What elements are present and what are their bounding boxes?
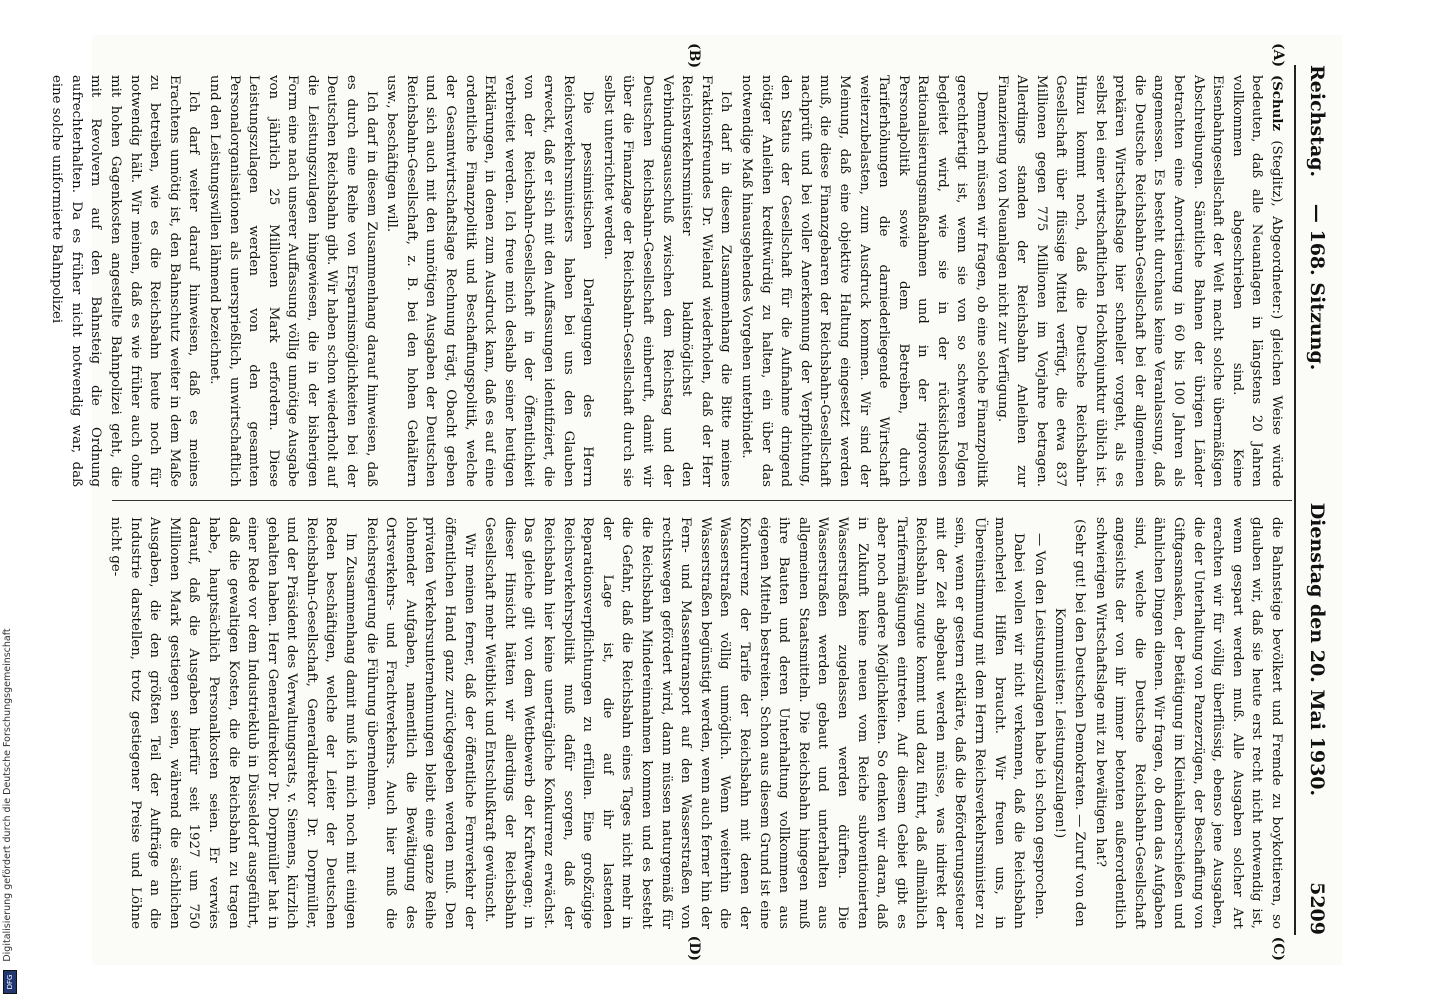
scanned-page (49, 35, 1342, 965)
page-header (1298, 65, 1328, 935)
digitization-credit (2, 600, 16, 990)
margin-marker-b: (B) (686, 43, 702, 69)
right-column (107, 517, 1286, 929)
paragraph (992, 75, 1286, 487)
paragraph: Demnach müssen wir fragen, ob eine solche Finanzpolitik gerechtfertigt ist, wenn sie von so schweren Folgen begleitet wird, wie sie in der rücksichtslosen Rationalisierungsmaßnahmen und in der rigorosen Personalpolitik sowie dem Betreiben, durch Tariferhöhungen die darniederliegende Wirtschaft weiterzubelasten, zum Ausdruck kommen. Wir sind der Meinung, daß eine objektive Haltung eingesetzt werden muß, die diese Finanzgebaren der Reichsbahn-Gesellschaft nachprüft und bei voller Anerkennung der Verpflichtung, den Status der Gesellschaft für die Aufnahme dringend nötiger Anleihen kreditwürdig zu halten, ein über das notwendige Maß hinausgehendes Vorgehen unterbindet. (738, 75, 990, 487)
paragraph: Ich darf weiter darauf hinweisen, daß es meines Erachtens unnötig ist, den Bahnschutz weiter in dem Maße zu betreiben, wie es die Reichsbahn heute noch für notwendig hält. Wir meinen, daß es wie früher auch ohne mit hohen Gagenkosten angestellte Bahnpolizei geht, die mit Revolvern auf den Bahnsteig die Ordnung aufrechterhalten. Da es früher nicht notwendig war, daß eine solche uniformierte Bahnpolizei (49, 75, 202, 487)
header-date: Dienstag den 20. Mai 1930. (1306, 502, 1328, 797)
paragraph: Dabei wollen wir nicht verkennen, daß die Reichsbahn mancherlei Hilfen braucht. Wir freuen uns, in Übereinstimmung mit dem Herrn Reichsverkehrsminister zu sein, wenn er gestern erklärte, daß die Beförderungssteuer mit der Zeit abgebaut werden müsse, was indirekt der Reichsbahn zugute kommt und dazu führt, daß allmählich Tarifermäßigungen eintreten. Auf diesem Gebiet gibt es aber noch andere Möglichkeiten. So denken wir daran, daß in Zukunft keine neuen vom Reiche subventionierten Wasserstraßen zugelassen werden dürften. Die Wasserstraßen werden gebaut und unterhalten aus allgemeinen Staatsmitteln. Die Reichsbahn hingegen muß ihre Bauten und deren Unterhaltung vollkommen aus eigenen Mitteln bestreiten. Schon aus diesem Grund ist eine Konkurrenz der Tarife der Reichsbahn mit denen der Wasserstraßen völlig unmöglich. Wenn weiterhin die Wasserstraßen begünstigt werden, wenn auch ferner hin der Fern- und Massentransport auf den Wasserstraßen von rechtswegen gefördert wird, dann müssen naturgemäß für die Reichsbahn Mindereinnahmen kommen und es besteht die Gefahr, daß die Reichsbahn eines Tages nicht mehr in der Lage ist, die auf ihr lastenden Reparationsverpflichtungen zu erfüllen. Eine großzügige Reichsverkehrspolitik muß dafür sorgen, daß der Reichsbahn hier keine unerträgliche Konkurrenz erwächst. Das gleiche gilt von dem Wettbewerb der Kraftwagen; in dieser Hinsicht hätten wir allerdings der Reichsbahn Gesellschaft mehr Weitblick und Entschlußkraft gewünscht. (482, 517, 1027, 929)
interjection: (Sehr gut! bei den Deutschen Demokraten. — Zuruf von den Kommunisten: Leistungszulagen!) (1052, 519, 1088, 927)
paragraph: Im Zusammenhang damit muß ich mich noch mit einigen Reden beschäftigen, welche der Leiter der Deutschen Reichsbahn-Gesellschaft, Generaldirektor Dr. Dorpmüller, und der Präsident des Verwaltungsrats, v. Siemens, kürzlich gehalten haben. Herr Generaldirektor Dr. Dorpmüller hat in einer Rede vor dem Industrieklub in Düsseldorf ausgeführt, daß die gewaltigen Kosten, die die Reichsbahn zu tragen habe, hauptsächlich Personalkosten seien. Er verwies darauf, daß die Ausgaben hierfür seit 1927 um 750 Millionen Mark gestiegen seien, während die sächlichen Ausgaben, die den größten Teil der Aufträge an die Industrie darstellen, trotz gestiegener Preise und Löhne nicht ge- (107, 517, 359, 929)
paragraph: Die pessimistischen Darlegungen des Herrn Reichsverkehrsministers haben bei uns den Glauben erweckt, daß er sich mit den Auffassungen identifiziert, die von der Reichsbahn-Gesellschaft in der Öffentlichkeit verbreitet werden. Ich freue mich deshalb seiner heutigen Erklärungen, in denen zum Ausdruck kam, daß es auf eine ordentliche Finanzpolitik und Beschaffungspolitik, welche der Gesamtwirtschaftslage Rechnung trägt, Obacht geben und sich auch mit den unnötigen Ausgaben der Deutschen Reichsbahn-Gesellschaft, z. B. bei den hohen Gehältern usw., beschäftigen will. (384, 75, 596, 487)
header-rule (1294, 65, 1296, 935)
paragraph: Ich darf in diesem Zusammenhang darauf hinweisen, daß es durch eine Reihe von Ersparnismöglichkeiten bei der Deutschen Reichsbahn gibt. Wir haben schon wiederholt auf die Leistungszulagen hingewiesen, die in der bisherigen Form eine nach unserer Auffassung völlig unnötige Ausgabe von jährlich 25 Millionen Mark erfordern. Diese Leistungszulagen werden von den gesamten Personalorganisationen als unersprießlich, unwirtschaftlich und den Leistungswillen lähmend bezeichnet. (206, 75, 379, 487)
credit-text: Digitalisierung gefördert durch die Deutsche Forschungsgemeinschaft (2, 628, 13, 962)
margin-marker-c: (C) (1270, 936, 1286, 961)
page-number: 5209 (1306, 882, 1328, 935)
paragraph-text: (Steglitz), Abgeordneter:) gleichen Weise würde bedeuten, daß alle Neuanlagen in längstens 20 Jahren vollkommen abgeschrieben sind. Keine Eisenbahngesellschaft der Welt macht solche übermäßigen Abschreibungen. Sämtliche Bahnen der übrigen Länder betrachten eine Amortisierung in 60 bis 100 Jahren als angemessen. Es besteht durchaus keine Veranlassung, daß die Deutsche Reichsbahn-Gesellschaft bei der allgemeinen prekären Wirtschaftslage hier schneller vorgeht, als es selbst bei einer wirtschaftlichen Hochkonjunktur üblich ist. Hinzu kommt noch, daß die Deutsche Reichsbahn-Gesellschaft über flüssige Mittel verfügt, die etwa 837 Millionen gegen 775 Millionen im Vorjahre betragen. Allerdings standen der Reichsbahn Anleihen zur Finanzierung von Neuanlagen nicht zur Verfügung. (994, 75, 1284, 487)
margin-marker-d: (D) (686, 935, 702, 961)
logo-text: DFG (6, 974, 14, 990)
margin-marker-a: (A) (1270, 43, 1286, 68)
column-divider (112, 500, 1292, 501)
paragraph: die Bahnsteige bevölkert und Fremde zu boykottieren, so glauben wir, daß sie heute erst recht nicht notwendig ist, wenn gespart werden muß. Alle Ausgaben solcher Art erachten wir für völlig überflüssig, ebenso jene Ausgaben, die der Unterhaltung von Panzerzügen, der Beschaffung von Giftgasmasken, der Betätigung im Kleinkaliberschießen und ähnlichen Dingen dienen. Wir fragen, ob denn das Aufgaben sind, welche die Deutsche Reichsbahn-Gesellschaft angesichts der von ihr immer betonten außerordentlich schwierigen Wirtschaftslage mit zu bewältigen hat? (1092, 517, 1284, 929)
paragraph: Ich darf in diesem Zusammenhang die Bitte meines Fraktionsfreundes Dr. Wieland wiederholen, daß der Herr Reichsverkehrsminister baldmöglichst den Verbindungsausschuß zwischen dem Reichstag und der Deutschen Reichsbahn-Gesellschaft einberuft, damit wir über die Finanzlage der Reichsbahn-Gesellschaft durch sie selbst unterrichtet werden. (600, 75, 734, 487)
header-left-session: — 168. Sitzung. (1306, 203, 1328, 371)
header-left: Reichstag. (1306, 65, 1328, 178)
paragraph: — Von den Leistungszulagen habe ich schon gesprochen. (1031, 533, 1047, 920)
dfg-logo (3, 970, 17, 994)
speaker-name: (Schulz (1269, 75, 1284, 131)
paragraph: Wir meinen ferner, daß der öffentliche Fernverkehr der öffentlichen Hand ganz zurückgegeben werden muß. Den privaten Verkehrsunternehmungen bleibt eine ganze Reihe lohnender Aufgaben, namentlich die Bewältigung des Ortsverkehrs- und Frachtverkehrs. Auch hier muß die Reichsregierung die Führung übernehmen. (363, 517, 477, 929)
header-session (1306, 65, 1328, 935)
left-column (49, 75, 1286, 487)
